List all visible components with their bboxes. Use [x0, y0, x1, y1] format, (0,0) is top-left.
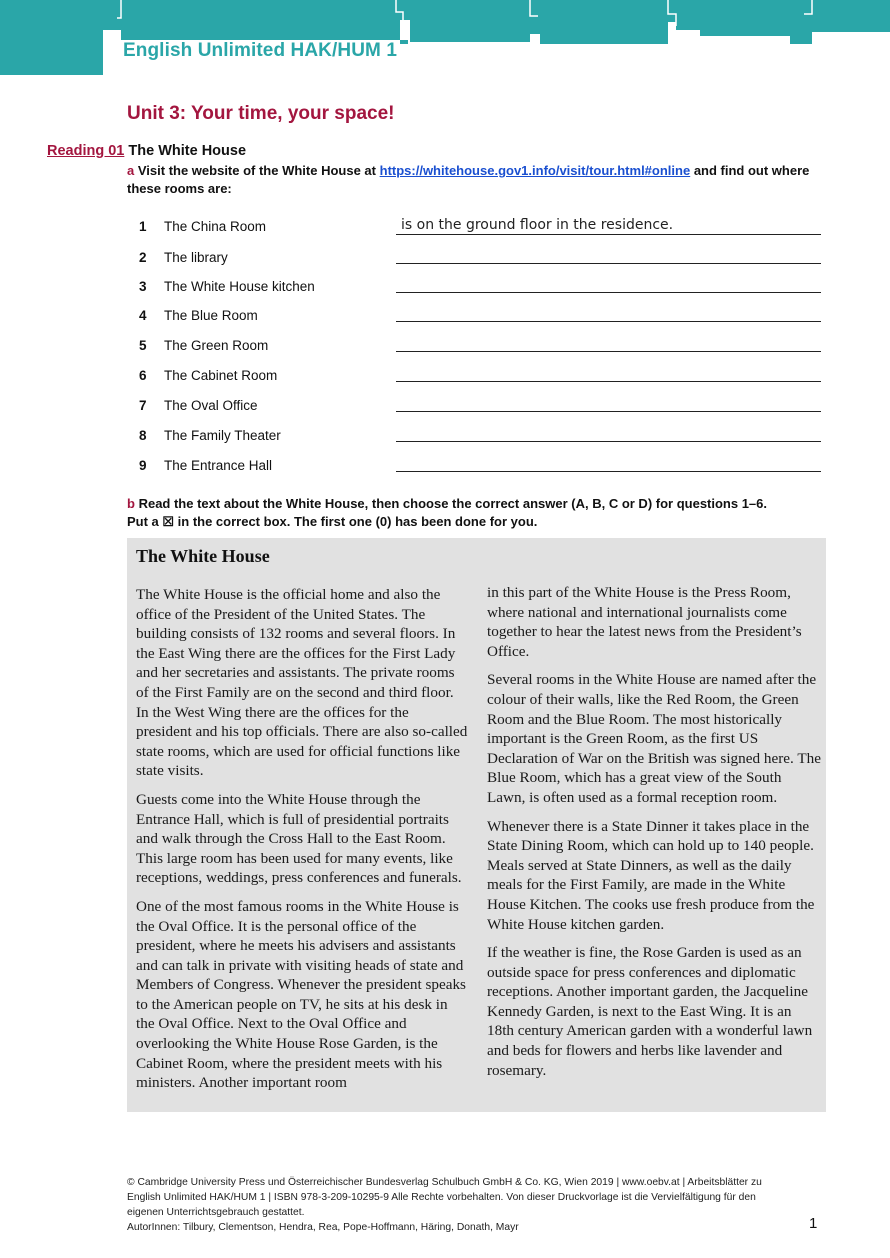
article-title: The White House [136, 546, 270, 566]
room-number: 5 [139, 338, 147, 353]
answer-line[interactable] [396, 234, 821, 235]
answer-line[interactable] [396, 441, 821, 442]
whitehouse-tour-link[interactable]: https://whitehouse.gov1.info/visit/tour.html#online [379, 163, 691, 178]
article-box [127, 538, 826, 1112]
section-label: Reading 01 [47, 143, 125, 159]
room-name: The Cabinet Room [164, 368, 278, 383]
article-paragraph: One of the most famous rooms in the White House is the Oval Office. It is the personal office of the president, where he meets his advisers and assistants and can talk in private with visiting heads of state and Members of Congress. Whenever the president speaks to the American people on TV, he sits at his desk in the Oval Office. Next to the Oval Office and overlooking the White House Rose Garden, is the Cabinet Room, where the president meets with his ministers. Another important room [136, 897, 466, 1092]
room-row [139, 366, 829, 388]
answer-line[interactable] [396, 411, 821, 412]
room-name: The Family Theater [164, 428, 281, 443]
room-number: 6 [139, 368, 147, 383]
room-row [139, 277, 829, 299]
answer-line[interactable] [396, 351, 821, 352]
task-a-instruction [127, 162, 827, 198]
article-paragraph: in this part of the White House is the Press Room, where national and international journalists come together to hear the latest news from the President’s Office. [487, 584, 802, 660]
room-name: The Oval Office [164, 398, 258, 413]
footer-line: English Unlimited HAK/HUM 1 | ISBN 978-3-209-10295-9 Alle Rechte vorbehalten. Von dieser Druckvorlage ist die Vervielfältigung für den [127, 1192, 756, 1203]
article-paragraph: Whenever there is a State Dinner it takes place in the State Dining Room, which can hold up to 140 people. Meals served at State Dinners, as well as the daily meals for the First Family, are made in the White House Kitchen. The cooks use fresh produce from the White House kitchen garden. [487, 817, 815, 933]
room-number: 8 [139, 428, 147, 443]
room-name: The Blue Room [164, 308, 258, 323]
article-paragraph: Guests come into the White House through the Entrance Hall, which is full of presidential portraits and walk through the Cross Hall to the East Room. This large room has been used for many events, like receptions, weddings, press conferences and funerals. [136, 790, 462, 887]
room-row [139, 456, 829, 478]
room-row [139, 426, 829, 448]
task-a-letter: a [127, 163, 135, 178]
room-row [139, 217, 829, 239]
task-b-line1 [127, 495, 827, 513]
article-right-column [487, 583, 821, 1089]
task-b-letter: b [127, 496, 135, 511]
room-number: 1 [139, 219, 147, 234]
answer-line[interactable] [396, 471, 821, 472]
room-number: 9 [139, 458, 147, 473]
room-number: 2 [139, 250, 147, 265]
room-name: The Green Room [164, 338, 269, 353]
section-title: The White House [128, 143, 247, 159]
room-name: The China Room [164, 219, 267, 234]
footer-line: eigenen Unterrichtsgebrauch gestattet. [127, 1207, 305, 1218]
page-number: 1 [809, 1215, 818, 1232]
task-b-line1-text: Read the text about the White House, then choose the correct answer (A, B, C or D) for questions 1–6. [138, 496, 768, 511]
footer-line: AutorInnen: Tilbury, Clementson, Hendra, Rea, Pope-Hoffmann, Häring, Donath, Mayr [127, 1222, 519, 1233]
task-a-text-after: and find out where these rooms are: [127, 163, 810, 196]
room-row [139, 396, 829, 418]
article-paragraph: The White House is the official home and also the office of the President of the United States. The building consists of 132 rooms and several floors. In the East Wing there are the offices for the First Lady and her secretaries and assistants. The private rooms of the First Family are on the second and third floor. In the West Wing there are the offices for the president and his top officials. There are also so-called state rooms, which are used for official functions like state visits. [136, 586, 468, 780]
room-answer: is on the ground floor in the residence. [401, 217, 674, 233]
banner-shapes [0, 0, 890, 75]
task-b-line2: Put a ☒ in the correct box. The first one (0) has been done for you. [127, 514, 538, 529]
answer-line[interactable] [396, 292, 821, 293]
room-number: 4 [139, 308, 147, 323]
room-number: 7 [139, 398, 147, 413]
unit-title: Unit 3: Your time, your space! [127, 103, 395, 124]
article-paragraph: Several rooms in the White House are named after the colour of their walls, like the Red Room, the Green Room and the Blue Room. The most historically important is the Green Room, as the first US Declaration of War on the British was signed here. The Blue Room, which has a great view of the South Lawn, is often used as a formal reception room. [487, 671, 821, 806]
room-row [139, 306, 829, 328]
answer-line[interactable] [396, 263, 821, 264]
room-name: The Entrance Hall [164, 458, 273, 473]
task-a-text-before: Visit the website of the White House at [137, 163, 376, 178]
room-name: The library [164, 250, 228, 265]
room-name: The White House kitchen [164, 279, 315, 294]
task-b-instruction [127, 495, 827, 531]
answer-line[interactable] [396, 321, 821, 322]
room-row [139, 336, 829, 358]
article-left-column [136, 585, 468, 1102]
brand-title: English Unlimited HAK/HUM 1 [123, 40, 397, 61]
footer-copyright [127, 1175, 817, 1235]
room-row [139, 248, 829, 270]
answer-line[interactable] [396, 381, 821, 382]
article-paragraph: If the weather is fine, the Rose Garden is used as an outside space for press conferences and diplomatic receptions. Another important garden, the Jacqueline Kennedy Garden, is next to the East Wing. It is an 18th century American garden with a wonderful lawn and beds for flowers and herbs like lavender and rosemary. [487, 944, 813, 1079]
section-heading [47, 143, 246, 159]
room-number: 3 [139, 279, 147, 294]
footer-line: © Cambridge University Press und Österreichischer Bundesverlag Schulbuch GmbH & Co. KG, Wien 2019 | www.oebv.at | Arbeitsblätter zu [127, 1177, 762, 1188]
